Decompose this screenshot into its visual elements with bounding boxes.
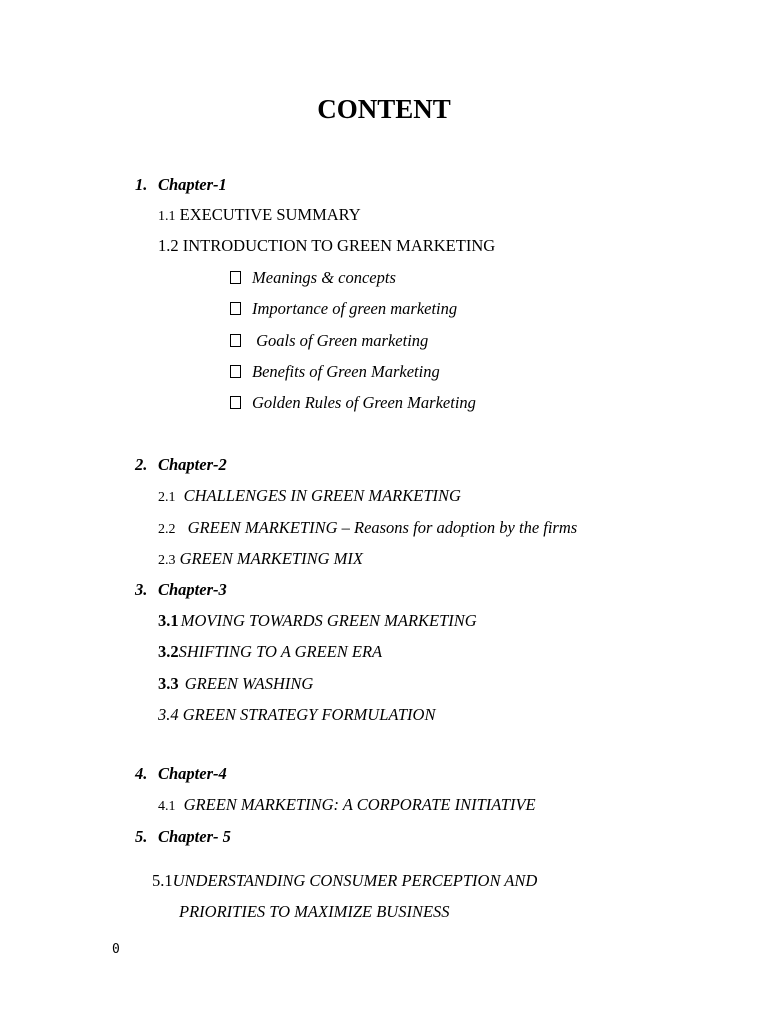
chapter-heading-2[interactable] (135, 455, 227, 475)
chapter-number: 5. (135, 827, 148, 846)
toc-entry-3-4[interactable] (158, 705, 435, 725)
section-number: 2.3 (158, 553, 176, 568)
section-number: 3.4 (158, 705, 179, 724)
section-number: 5.1 (152, 871, 173, 890)
chapter-number: 4. (135, 764, 148, 783)
toc-entry-2-1[interactable] (158, 486, 461, 508)
chapter-heading-3[interactable] (135, 580, 227, 600)
toc-entry-3-2[interactable] (158, 642, 382, 662)
chapter-label: Chapter-1 (158, 175, 227, 194)
chapter-number: 3. (135, 580, 148, 599)
toc-entry-1-1[interactable] (158, 205, 361, 227)
chapter-label: Chapter-3 (158, 580, 227, 599)
toc-entry-5-1[interactable] (152, 871, 537, 891)
section-title: INTRODUCTION TO GREEN MARKETING (182, 236, 496, 255)
section-number: 2.1 (158, 490, 176, 505)
chapter-heading-4[interactable] (135, 764, 227, 784)
toc-entry-2-2[interactable] (158, 518, 577, 540)
section-title: GREEN MARKETING – Reasons for adoption by the firms (187, 518, 578, 537)
section-title: MOVING TOWARDS GREEN MARKETING (180, 611, 477, 630)
section-title: UNDERSTANDING CONSUMER PERCEPTION AND (172, 871, 538, 890)
toc-entry-5-1-continuation (179, 902, 450, 922)
section-title: EXECUTIVE SUMMARY (179, 205, 361, 224)
section-title: GREEN MARKETING: A CORPORATE INITIATIVE (183, 795, 536, 814)
subitem-text: Goals of Green marketing (252, 331, 429, 350)
chapter-number: 1. (135, 175, 148, 194)
section-number: 3.2 (158, 642, 179, 661)
section-number: 1.1 (158, 209, 176, 224)
subitem-text: Benefits of Green Marketing (252, 362, 440, 381)
section-title-continuation: PRIORITIES TO MAXIMIZE BUSINESS (179, 902, 450, 921)
checkbox-bullet-icon (230, 302, 241, 315)
checkbox-bullet-icon (230, 396, 241, 409)
chapter-number: 2. (135, 455, 148, 474)
section-number: 1.2 (158, 236, 179, 255)
subitem-text: Meanings & concepts (252, 268, 396, 287)
toc-entry-2-3[interactable] (158, 549, 363, 571)
section-number: 4.1 (158, 799, 176, 814)
chapter-label: Chapter-2 (158, 455, 227, 474)
toc-subitem[interactable] (230, 331, 428, 351)
chapter-heading-1[interactable] (135, 175, 227, 195)
toc-entry-3-3[interactable] (158, 674, 313, 694)
toc-subitem[interactable] (230, 362, 440, 382)
section-title: CHALLENGES IN GREEN MARKETING (183, 486, 461, 505)
toc-subitem[interactable] (230, 268, 396, 288)
toc-subitem[interactable] (230, 393, 476, 413)
chapter-label: Chapter-4 (158, 764, 227, 783)
section-title: GREEN MARKETING MIX (179, 549, 363, 568)
toc-entry-3-1[interactable] (158, 611, 477, 631)
toc-subitem[interactable] (230, 299, 457, 319)
subitem-text: Golden Rules of Green Marketing (252, 393, 476, 412)
chapter-label: Chapter- 5 (158, 827, 231, 846)
page-title: CONTENT (317, 94, 451, 124)
toc-entry-1-2[interactable] (158, 236, 495, 256)
checkbox-bullet-icon (230, 365, 241, 378)
section-number: 2.2 (158, 522, 176, 537)
toc-entry-4-1[interactable] (158, 795, 536, 817)
chapter-heading-5[interactable] (135, 827, 231, 847)
page-number: 0 (112, 942, 120, 957)
section-title: GREEN WASHING (184, 674, 314, 693)
section-title: GREEN STRATEGY FORMULATION (182, 705, 436, 724)
checkbox-bullet-icon (230, 271, 241, 284)
section-number: 3.3 (158, 674, 179, 693)
section-number: 3.1 (158, 611, 179, 630)
subitem-text: Importance of green marketing (252, 299, 458, 318)
checkbox-bullet-icon (230, 334, 241, 347)
section-title: SHIFTING TO A GREEN ERA (178, 642, 383, 661)
